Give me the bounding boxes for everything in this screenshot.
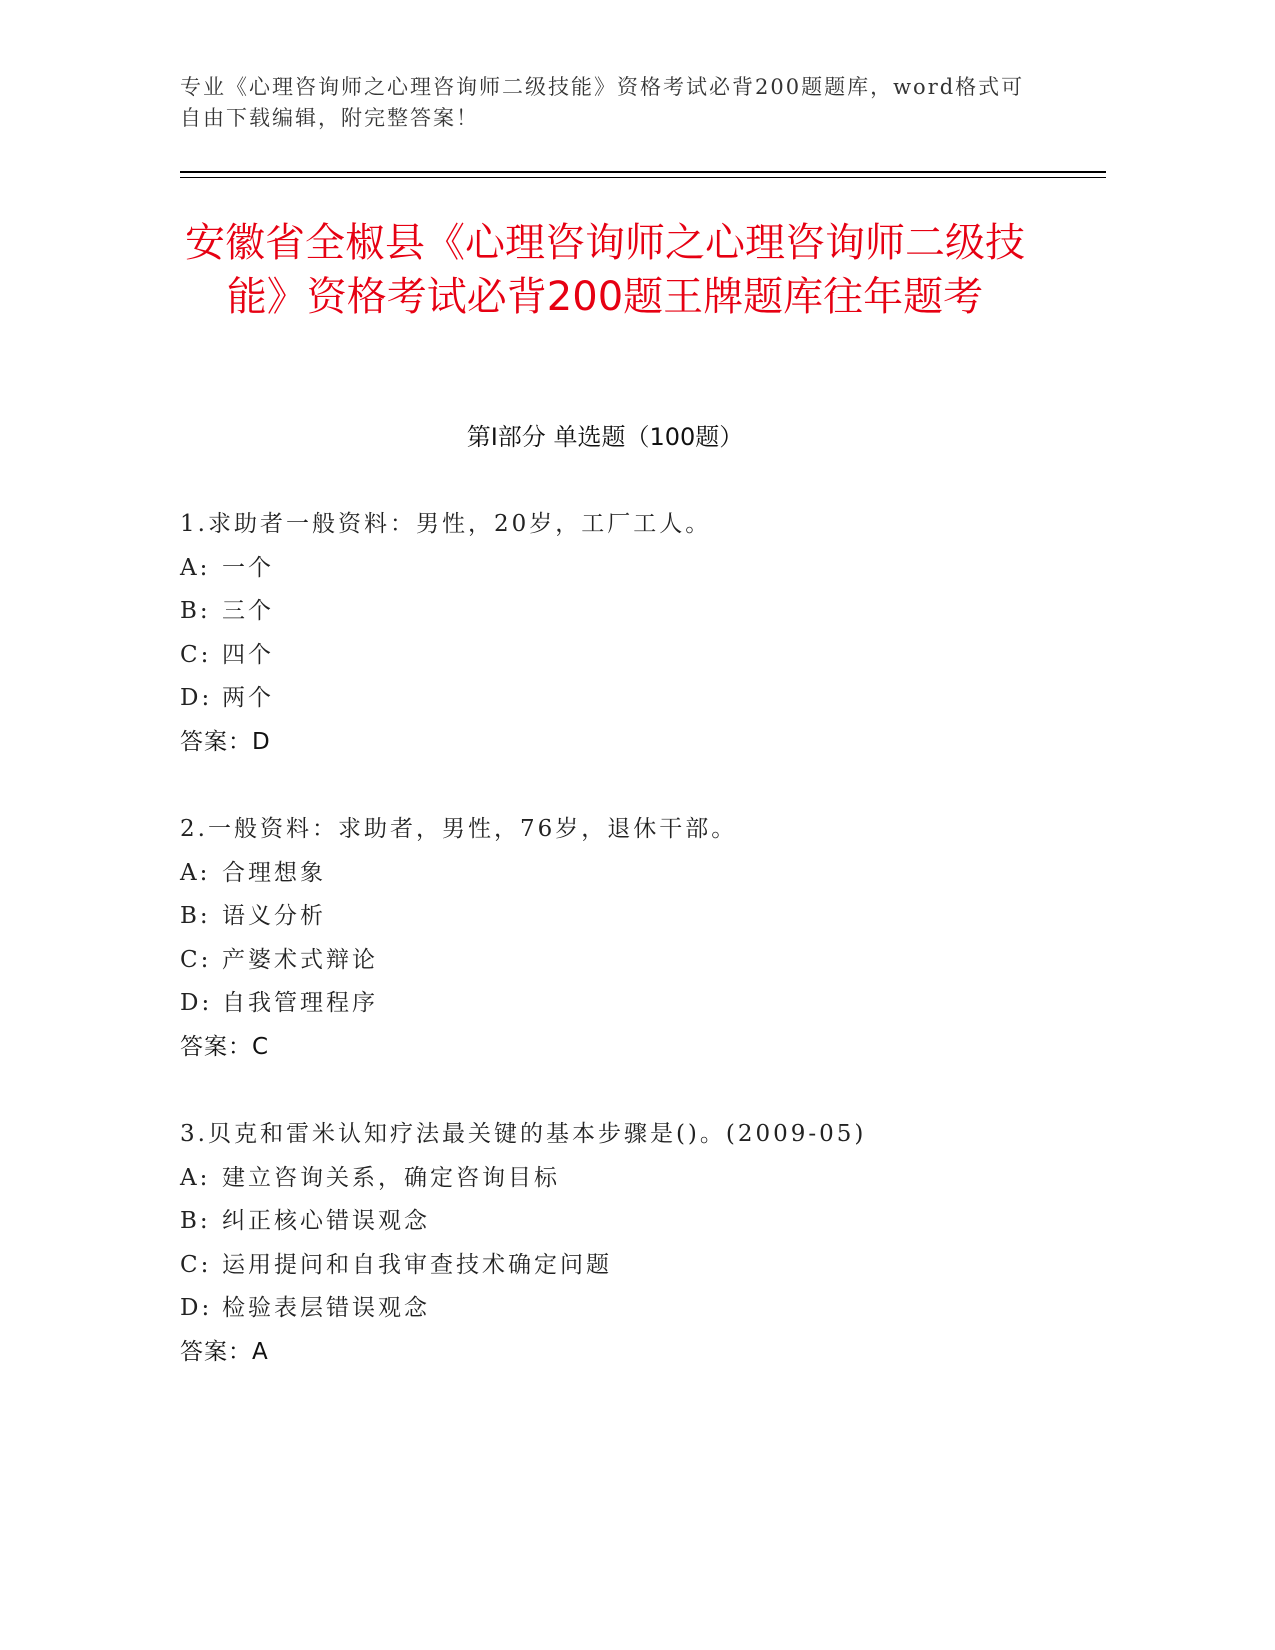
option-text: 运用提问和自我审查技术确定问题 [222, 1251, 612, 1278]
option-text: 纠正核心错误观念 [222, 1208, 430, 1234]
option-letter: C: [180, 946, 212, 973]
option-a [180, 852, 1080, 896]
option-letter: B: [180, 1208, 211, 1234]
option-c [180, 634, 1080, 678]
option-letter: B: [180, 903, 211, 929]
option-letter: D: [180, 990, 213, 1016]
question-stem: 2.一般资料：求助者，男性，76岁，退休干部。 [180, 816, 738, 842]
option-b [180, 590, 1080, 634]
option-text: 三个 [222, 598, 274, 624]
question-stem: 3.贝克和雷米认知疗法最关键的基本步骤是()。(2009-05) [180, 1121, 867, 1147]
answer-line: 答案：A [180, 1338, 269, 1365]
option-text: 语义分析 [222, 903, 326, 929]
option-text: 产婆术式辩论 [222, 946, 378, 973]
question-2 [180, 808, 1080, 1069]
option-text: 建立咨询关系，确定咨询目标 [222, 1164, 560, 1191]
option-a [180, 1157, 1080, 1201]
section-heading: 第Ⅰ部分 单选题（100题） [466, 423, 744, 451]
option-c [180, 939, 1080, 983]
answer-line: 答案：C [180, 1033, 270, 1060]
option-a [180, 547, 1080, 591]
question-stem: 1.求助者一般资料：男性，20岁，工厂工人。 [180, 511, 712, 537]
document-title: 安徽省全椒县《心理咨询师之心理咨询师二级技能》资格考试必背200题王牌题库往年题考 [185, 220, 1025, 320]
option-d [180, 1287, 1080, 1331]
question-3 [180, 1113, 1080, 1374]
option-text: 自我管理程序 [222, 990, 378, 1016]
option-letter: C: [180, 641, 212, 668]
option-letter: D: [180, 1295, 213, 1321]
option-letter: A: [180, 554, 211, 581]
option-letter: D: [180, 685, 213, 711]
option-text: 两个 [222, 685, 274, 711]
option-text: 四个 [222, 641, 274, 668]
header-rule-thick [180, 171, 1106, 173]
option-c [180, 1244, 1080, 1288]
option-letter: A: [180, 1164, 211, 1191]
option-text: 一个 [222, 554, 274, 581]
option-d [180, 677, 1080, 721]
option-text: 检验表层错误观念 [222, 1295, 430, 1321]
option-b [180, 1200, 1080, 1244]
question-1 [180, 503, 1080, 764]
option-letter: C: [180, 1251, 212, 1278]
option-d [180, 982, 1080, 1026]
option-letter: A: [180, 859, 211, 886]
header-rule-thin [180, 177, 1106, 178]
option-letter: B: [180, 598, 211, 624]
option-text: 合理想象 [222, 859, 326, 886]
option-b [180, 895, 1080, 939]
header-note: 专业《心理咨询师之心理咨询师二级技能》资格考试必背200题题库，word格式可自由下载编辑，附完整答案！ [180, 75, 1025, 130]
answer-line: 答案：D [180, 728, 271, 755]
